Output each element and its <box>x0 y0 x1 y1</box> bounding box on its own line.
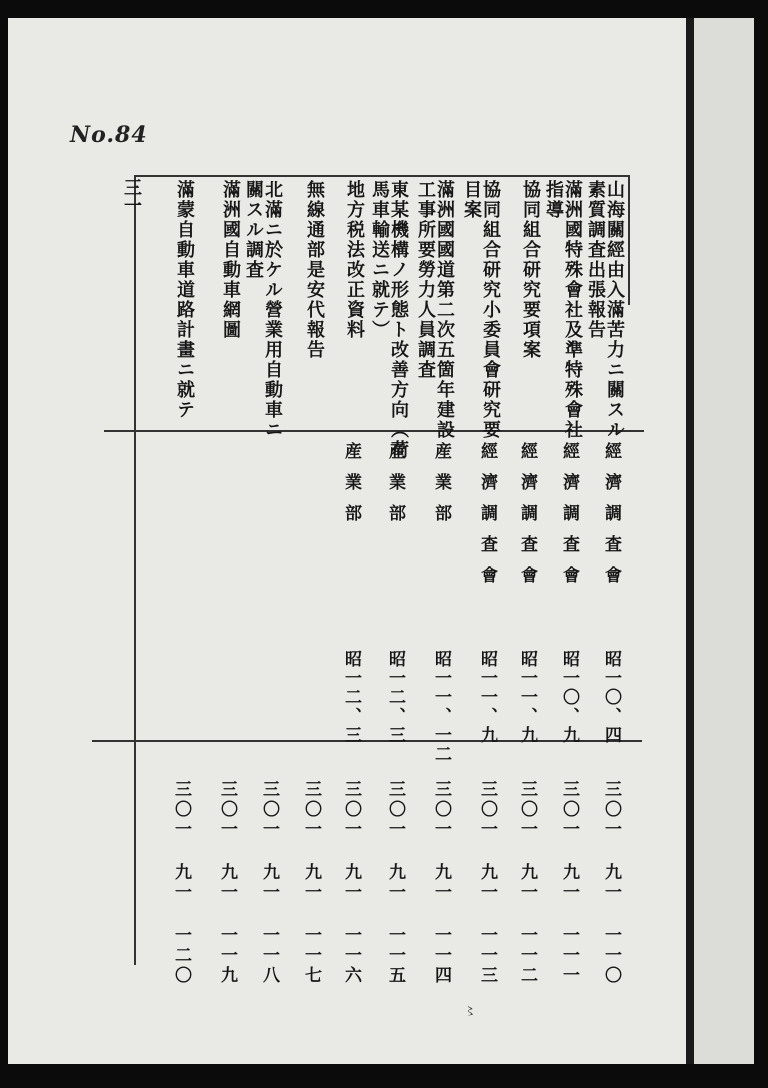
entry-date <box>248 650 282 770</box>
entry-reference-number: 三〇一 九一 一二〇 <box>171 780 191 986</box>
entry-organization: 經濟調査會 <box>517 442 537 597</box>
entry-reference-number: 三〇一 九一 一一四 <box>431 780 451 986</box>
table-row <box>506 180 540 1000</box>
adjacent-page-edge <box>694 18 754 1064</box>
table-row <box>461 180 501 1000</box>
table-row <box>330 180 364 1000</box>
entry-organization: 經濟調査會 <box>559 442 579 597</box>
page-number: No.84 <box>70 122 148 148</box>
table-left-rule <box>134 175 136 965</box>
footer-mark: 〻 <box>464 1004 477 1018</box>
entry-organization <box>248 442 282 622</box>
entry-title: 協同組合研究要項案 <box>520 180 541 360</box>
entry-reference-number: 三〇一 九一 一一六 <box>341 780 361 986</box>
entry-reference-number: 三〇一 九一 一一二 <box>517 780 537 986</box>
section-number: 三一 <box>121 178 142 214</box>
entry-reference-number: 三〇一 九一 一一九 <box>217 780 237 986</box>
table-row <box>243 180 283 1000</box>
entry-title: 協同組合研究小委員會研究要 目案 <box>461 180 501 440</box>
entry-date: 昭一一、九 <box>477 650 497 745</box>
entry-title: 滿洲國特殊會社及準特殊會社 指導 <box>543 180 583 440</box>
table-row <box>585 180 625 1000</box>
entry-date: 昭一二、三 <box>341 650 361 745</box>
entry-title: 東某機構ノ形態ト改善方向（荷 馬車輸送ニ就テ） <box>369 180 409 460</box>
entry-title: 北滿ニ於ケル營業用自動車ニ 關スル調査 <box>243 180 283 440</box>
entry-reference-number: 三〇一 九一 一一三 <box>477 780 497 986</box>
table-row <box>415 180 455 1000</box>
table-row <box>160 180 194 1000</box>
entry-date <box>206 650 240 770</box>
entry-organization <box>206 442 240 622</box>
entry-reference-number: 三〇一 九一 一一一 <box>559 780 579 986</box>
table-top-rule <box>134 175 630 177</box>
entry-title: 滿洲國國道第二次五箇年建設 工事所要勞力人員調査 <box>415 180 455 440</box>
entry-organization: 經濟調査會 <box>477 442 497 597</box>
entry-reference-number: 三〇一 九一 一一〇 <box>601 780 621 986</box>
entry-date: 昭一一、九 <box>517 650 537 745</box>
entry-organization <box>290 442 324 622</box>
entry-date: 昭一二、三 <box>385 650 405 745</box>
entry-reference-number: 三〇一 九一 一一五 <box>385 780 405 986</box>
table-row <box>369 180 409 1000</box>
entry-date: 昭一〇、四 <box>601 650 621 745</box>
entry-title: 地方税法改正資料 <box>344 180 365 340</box>
entry-organization: 經濟調査會 <box>601 442 621 597</box>
entry-reference-number: 三〇一 九一 一一七 <box>301 780 321 986</box>
entry-organization: 産業部 <box>431 442 451 535</box>
entry-organization: 産業部 <box>385 442 405 535</box>
entry-date <box>290 650 324 770</box>
entry-date: 昭一一、一二 <box>431 650 451 764</box>
entry-date: 昭一〇、九 <box>559 650 579 745</box>
entry-date <box>160 650 194 770</box>
entry-title: 滿蒙自動車道路計畫ニ就テ <box>174 180 195 420</box>
table-row <box>543 180 583 1000</box>
entry-organization <box>160 442 194 622</box>
table-right-rule <box>628 175 630 305</box>
table-row <box>290 180 324 1000</box>
entry-title: 滿洲國自動車網圖 <box>220 180 241 340</box>
entry-title: 無線通部是安代報告 <box>304 180 325 360</box>
book-spine <box>686 18 694 1064</box>
table-row <box>206 180 240 1000</box>
entry-title: 山海關經由入滿苦力ニ關スル 素質調査出張報告 <box>585 180 625 440</box>
entry-reference-number: 三〇一 九一 一一八 <box>259 780 279 986</box>
entry-organization: 産業部 <box>341 442 361 535</box>
